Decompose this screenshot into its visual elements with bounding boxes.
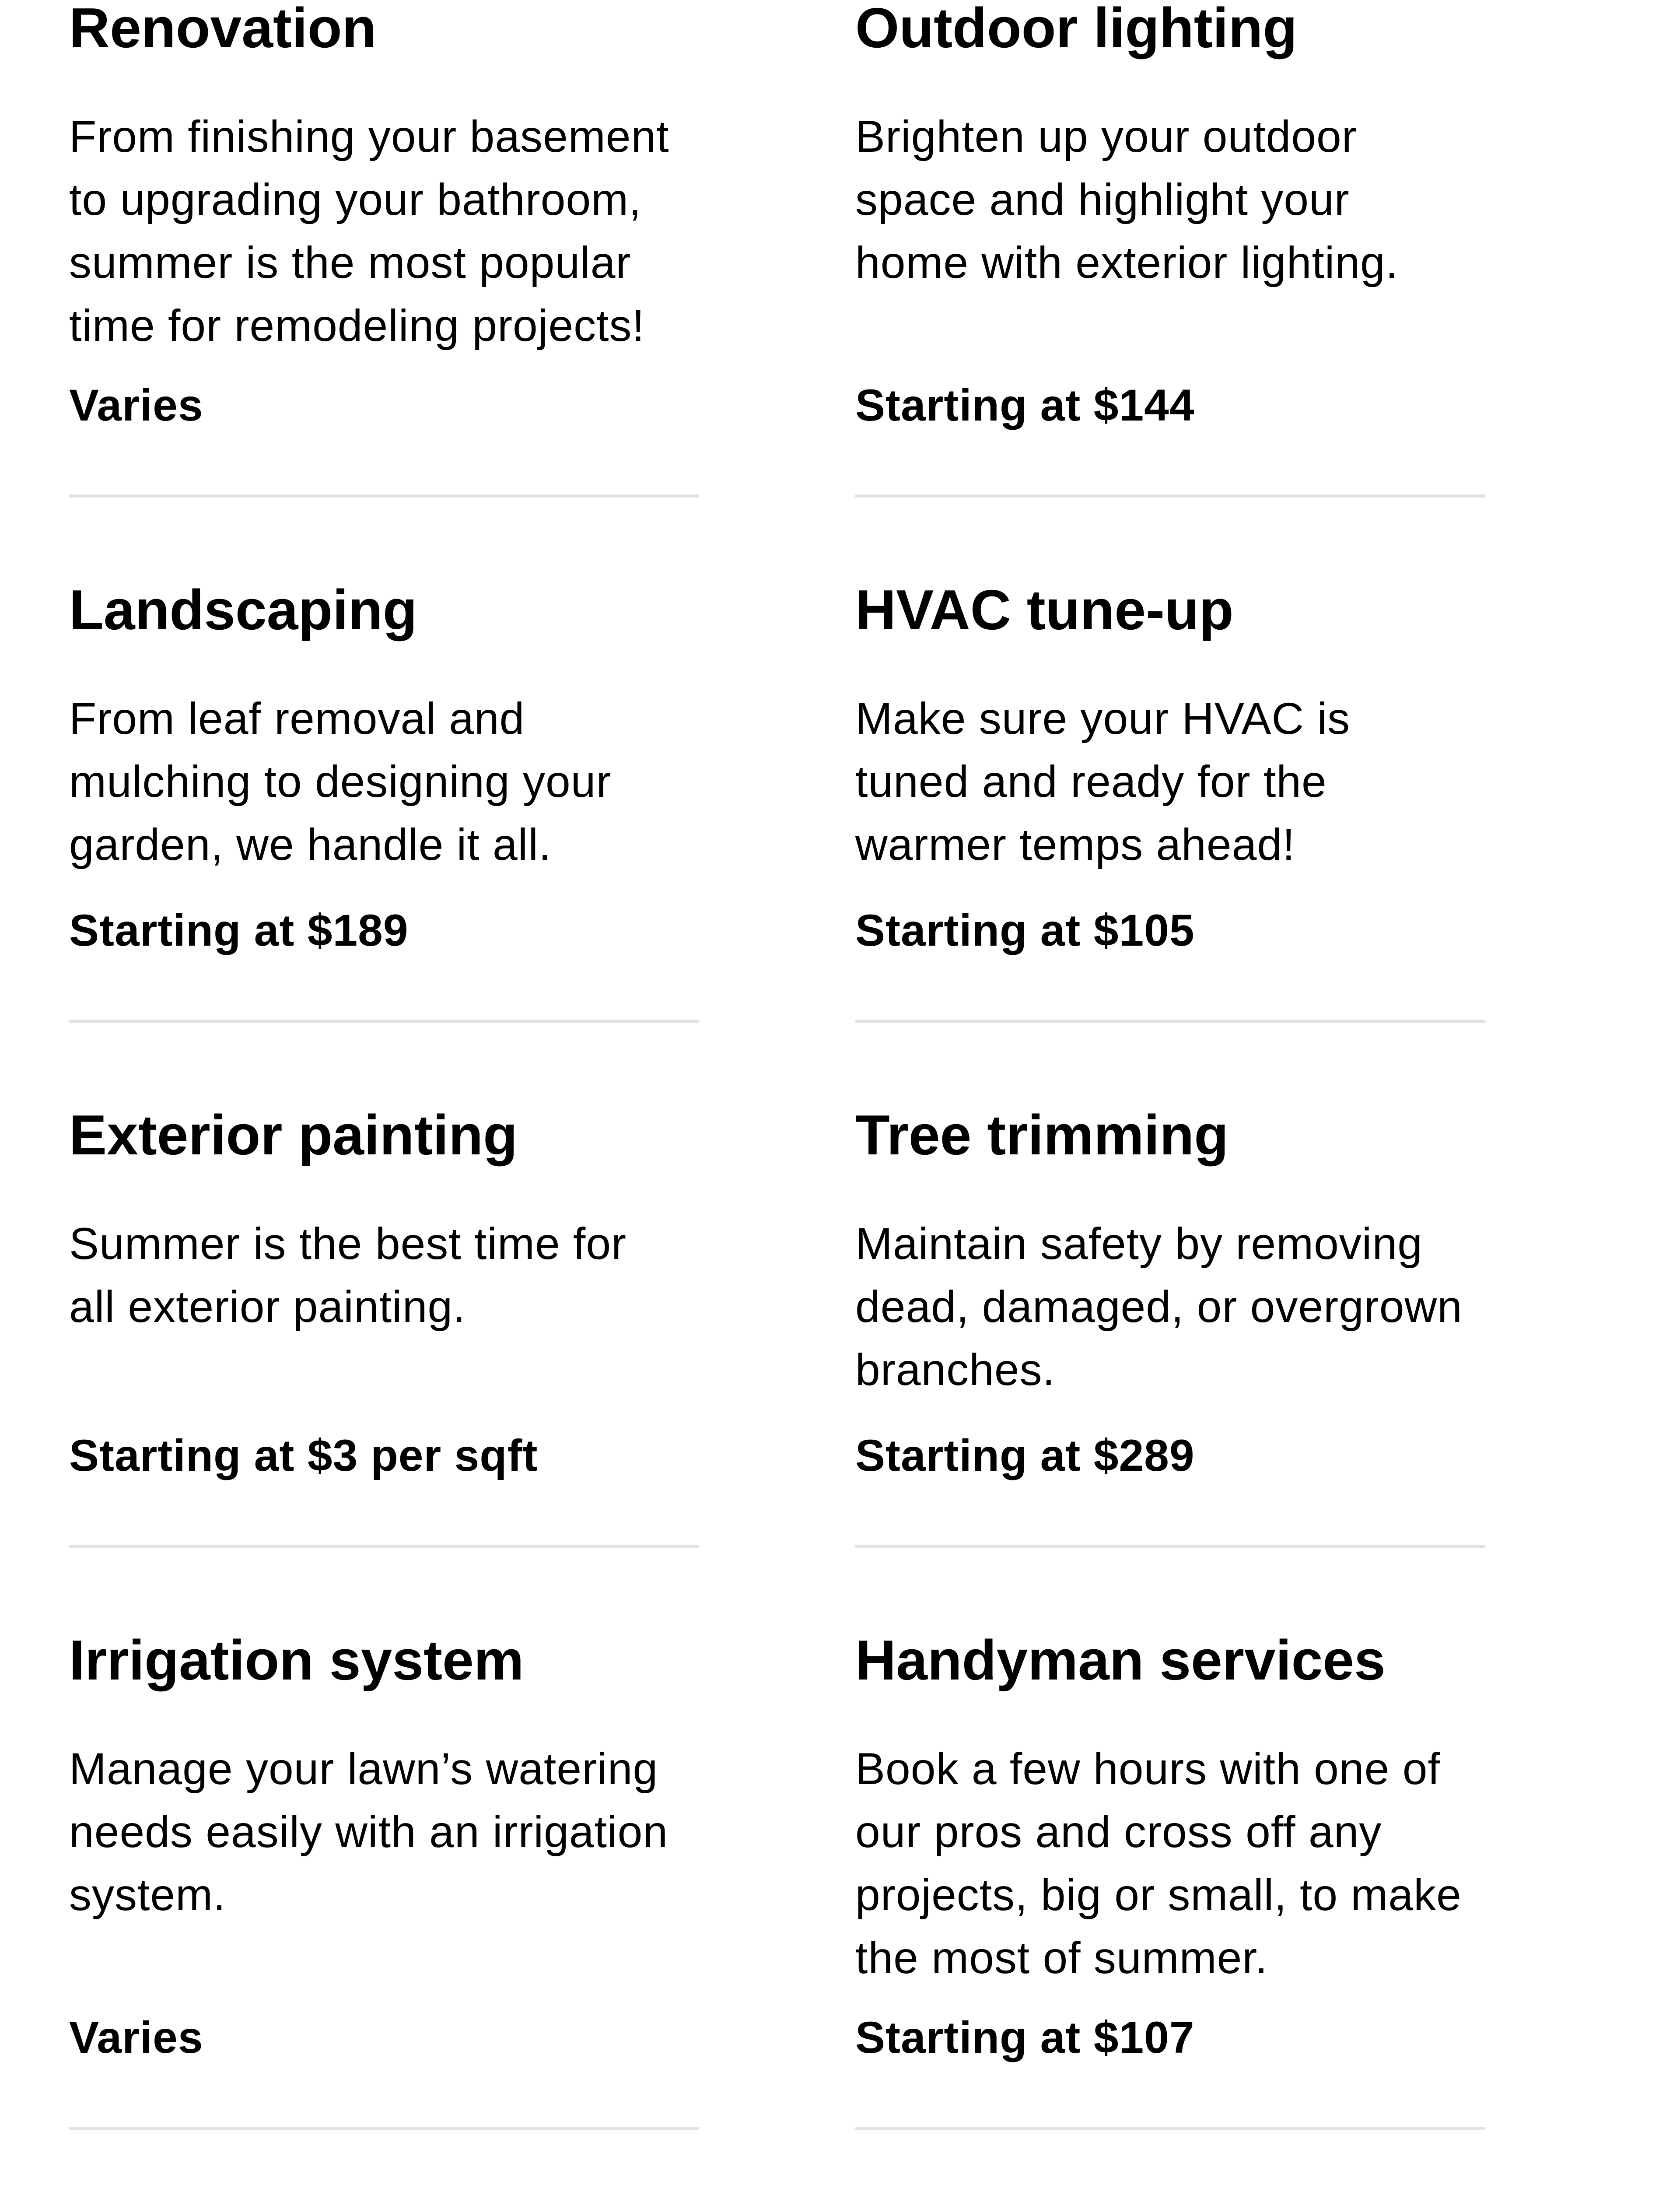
service-description: From leaf removal and mulching to designing your garden, we handle it all.	[69, 694, 612, 870]
service-description: Summer is the best time for all exterior painting.	[69, 1219, 627, 1332]
service-description: Manage your lawn’s watering needs easily with an irrigation system.	[69, 1744, 668, 1920]
service-title: Landscaping	[69, 579, 417, 642]
divider	[855, 1020, 1485, 1023]
service-description: Brighten up your outdoor space and highlight your home with exterior lighting.	[855, 112, 1399, 288]
service-price: Varies	[69, 2013, 203, 2062]
service-description: From finishing your basement to upgrading your bathroom, summer is the most popular time for remodeling projects!	[69, 112, 669, 351]
service-title: Outdoor lighting	[855, 0, 1298, 60]
service-title: Exterior painting	[69, 1104, 518, 1167]
service-price: Starting at $144	[855, 380, 1195, 430]
service-price: Starting at $3 per sqft	[69, 1431, 538, 1480]
divider	[855, 1545, 1485, 1548]
service-title: Irrigation system	[69, 1629, 524, 1692]
service-price: Varies	[69, 380, 203, 430]
divider	[69, 2127, 699, 2130]
divider	[855, 494, 1485, 498]
divider	[69, 1020, 699, 1023]
service-description: Maintain safety by removing dead, damaged, or overgrown branches.	[855, 1219, 1463, 1395]
service-title: Handyman services	[855, 1629, 1386, 1692]
service-description: Make sure your HVAC is tuned and ready for the warmer temps ahead!	[855, 694, 1351, 870]
divider	[69, 1545, 699, 1548]
service-title: HVAC tune-up	[855, 579, 1234, 642]
service-price: Starting at $107	[855, 2013, 1195, 2062]
divider	[855, 2127, 1485, 2130]
service-title: Tree trimming	[855, 1104, 1229, 1167]
service-price: Starting at $189	[69, 905, 409, 955]
service-description: Book a few hours with one of our pros and cross off any projects, big or small, to make the most of summer.	[855, 1744, 1462, 1983]
service-price: Starting at $105	[855, 905, 1195, 955]
service-price: Starting at $289	[855, 1431, 1195, 1480]
divider	[69, 494, 699, 498]
service-title: Renovation	[69, 0, 377, 60]
